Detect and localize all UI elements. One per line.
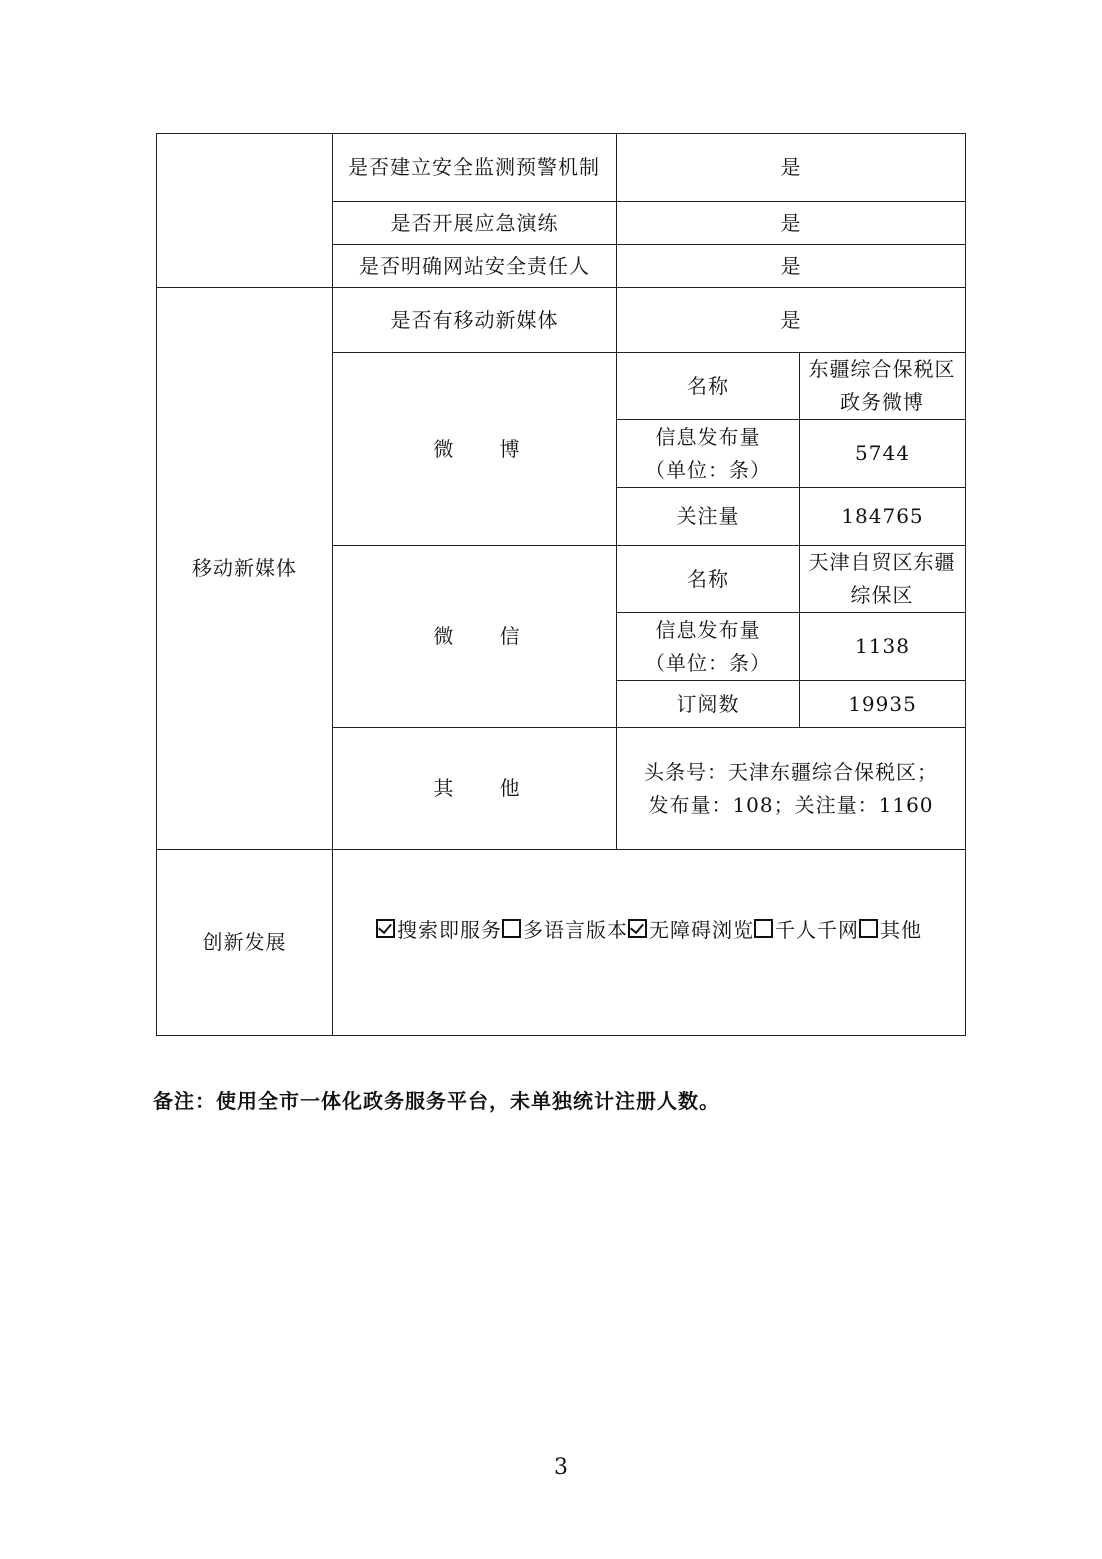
checkbox-unchecked-icon[interactable] (754, 919, 773, 938)
checkbox-unchecked-icon[interactable] (859, 919, 878, 938)
security-officer-label: 是否明确网站安全责任人 (359, 253, 590, 278)
note: 备注：使用全市一体化政务服务平台，未单独统计注册人数。 (153, 1089, 720, 1113)
innovation-options (376, 912, 961, 944)
weibo-posts-value: 5744 (855, 441, 910, 465)
weibo-label: 微 博 (433, 436, 540, 461)
weibo-name-label: 名称 (687, 373, 729, 398)
checkbox-checked-icon[interactable] (628, 919, 647, 938)
has-mobile-media-label: 是否有移动新媒体 (390, 307, 559, 332)
table-border-bottom (156, 1035, 966, 1036)
security-officer-value: 是 (780, 253, 802, 278)
other-media-value (617, 728, 965, 849)
option-multilingual[interactable]: 多语言版本 (502, 914, 628, 943)
checkbox-checked-icon[interactable] (376, 919, 395, 938)
option-search-service[interactable]: 搜索即服务 (376, 914, 502, 943)
weibo-posts-label: 信息发布量（单位：条） (645, 424, 771, 482)
checkbox-unchecked-icon[interactable] (502, 919, 521, 938)
security-monitoring-label: 是否建立安全监测预警机制 (348, 155, 600, 179)
innovation-label: 创新发展 (202, 930, 287, 954)
wechat-subscribers-value: 19935 (848, 691, 917, 716)
security-monitoring-value: 是 (780, 155, 802, 179)
emergency-drill-label: 是否开展应急演练 (390, 210, 559, 235)
option-other[interactable]: 其他 (859, 914, 922, 943)
option-accessibility[interactable]: 无障碍浏览 (628, 914, 754, 943)
wechat-posts-value: 1138 (855, 634, 910, 658)
other-media-line1: 头条号：天津东疆综合保税区； (644, 759, 938, 784)
weibo-name-value: 东疆综合保税区政务微博 (808, 357, 956, 414)
has-mobile-media-value: 是 (780, 307, 802, 332)
wechat-subscribers-label: 订阅数 (676, 691, 740, 716)
other-media-label: 其 他 (433, 776, 540, 800)
wechat-name-value: 天津自贸区东疆综保区 (808, 550, 956, 607)
wechat-label: 微 信 (433, 624, 540, 648)
table-border-right (965, 133, 966, 1036)
emergency-drill-value: 是 (780, 210, 802, 235)
other-media-line2: 发布量：108；关注量：1160 (648, 792, 934, 817)
wechat-posts-label: 信息发布量（单位：条） (645, 617, 771, 675)
weibo-followers-value: 184765 (841, 504, 924, 528)
option-personalized[interactable]: 千人千网 (754, 914, 859, 943)
mobile-media-section-label: 移动新媒体 (192, 556, 297, 580)
wechat-name-label: 名称 (687, 566, 729, 591)
page-number: 3 (554, 1455, 568, 1480)
weibo-followers-label: 关注量 (676, 504, 740, 528)
